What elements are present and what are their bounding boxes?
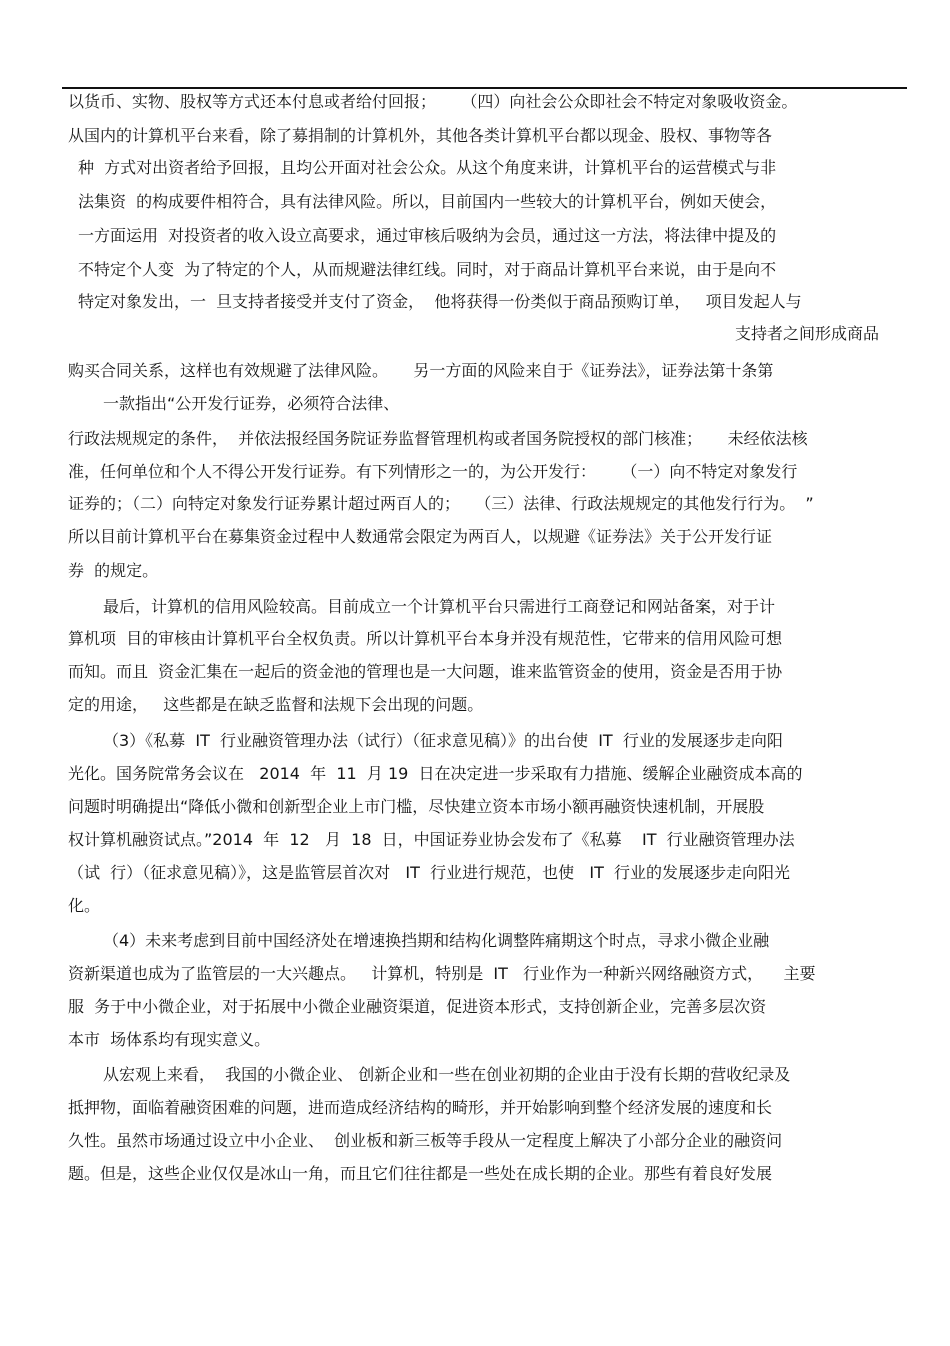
text-line: 准，任何单位和个人不得公开发行证券。有下列情形之一的，为公开发行： （一）向不特定对象发行 [68, 462, 798, 481]
text-line: 支持者之间形成商品 [735, 324, 880, 343]
text-line: （3）《私募 IT 行业融资管理办法（试行）（征求意见稿）》的出台使 IT 行业的发展逐步走向阳 [103, 731, 783, 750]
text-line: （4）未来考虑到目前中国经济处在增速换挡期和结构化调整阵痛期这个时点，寻求小微企业融 [103, 931, 770, 950]
text-line: 化。 [68, 896, 101, 915]
text-line: 光化。国务院常务会议在 2014 年 11 月 19 日在决定进一步采取有力措施、缓解企业融资成本高的 [68, 764, 803, 783]
text-line: 不特定个人变 为了特定的个人，从而规避法律红线。同时，对于商品计算机平台来说，由于是向不 [78, 260, 777, 279]
text-line: 法集资 的构成要件相符合，具有法律风险。所以，目前国内一些较大的计算机平台，例如天使会， [78, 192, 777, 211]
text-line: 一款指出“公开发行证券，必须符合法律、 [103, 394, 400, 413]
text-line: 从国内的计算机平台来看，除了募捐制的计算机外，其他各类计算机平台都以现金、股权、事物等各 [68, 126, 773, 145]
text-line: 行政法规规定的条件， 并依法报经国务院证券监督管理机构或者国务院授权的部门核准； 未经依法核 [68, 429, 808, 448]
text-line: 特定对象发出，一 旦支持者接受并支付了资金， 他将获得一份类似于商品预购订单， 项目发起人与 [78, 292, 802, 311]
text-line: 抵押物，面临着融资困难的问题，进而造成经济结构的畸形，并开始影响到整个经济发展的速度和长 [68, 1098, 773, 1117]
text-line: 种 方式对出资者给予回报，且均公开面对社会公众。从这个角度来讲，计算机平台的运营模式与非 [78, 158, 777, 177]
text-line: 购买合同关系，这样也有效规避了法律风险。 另一方面的风险来自于《证券法》，证券法第十条第 [68, 361, 774, 380]
text-line: 服 务于中小微企业，对于拓展中小微企业融资渠道，促进资本形式，支持创新企业，完善多层次资 [68, 997, 767, 1016]
text-line: 题。但是，这些企业仅仅是冰山一角，而且它们往往都是一些处在成长期的企业。那些有着良好发展 [68, 1164, 773, 1183]
text-line: 定的用途， 这些都是在缺乏监督和法规下会出现的问题。 [68, 695, 484, 714]
text-line: 久性。虽然市场通过设立中小企业、 创业板和新三板等手段从一定程度上解决了小部分企业的融资问 [68, 1131, 783, 1150]
text-line: （试 行）（征求意见稿）》，这是监管层首次对 IT 行业进行规范，也使 IT 行业的发展逐步走向阳光 [68, 863, 791, 882]
text-line: 资新渠道也成为了监管层的一大兴趣点。 计算机，特别是 IT 行业作为一种新兴网络融资方式， 主要 [68, 964, 816, 983]
text-line: 问题时明确提出“降低小微和创新型企业上市门槛，尽快建立资本市场小额再融资快速机制，开展股 [68, 797, 765, 816]
text-line: 证券的；（二）向特定对象发行证券累计超过两百人的； （三）法律、行政法规规定的其他发行行为。 ” [68, 494, 814, 513]
text-line: 以货币、实物、股权等方式还本付息或者给付回报； （四）向社会公众即社会不特定对象吸收资金。 [68, 92, 798, 111]
text-line: 而知。而且 资金汇集在一起后的资金池的管理也是一大问题，谁来监管资金的使用，资金是否用于协 [68, 662, 783, 681]
text-line: 权计算机融资试点。”2014 年 12 月 18 日，中国证券业协会发布了《私募 IT 行业融资管理办法 [68, 830, 795, 849]
text-line: 本市 场体系均有现实意义。 [68, 1030, 271, 1049]
text-line: 从宏观上来看， 我国的小微企业、 创新企业和一些在创业初期的企业由于没有长期的营收纪录及 [103, 1065, 791, 1084]
text-line: 所以目前计算机平台在募集资金过程中人数通常会限定为两百人，以规避《证券法》关于公开发行证 [68, 527, 773, 546]
text-line: 最后，计算机的信用风险较高。目前成立一个计算机平台只需进行工商登记和网站备案，对于计 [103, 597, 776, 616]
text-line: 一方面运用 对投资者的收入设立高要求，通过审核后吸纳为会员，通过这一方法，将法律中提及的 [78, 226, 777, 245]
header-rule [62, 87, 907, 89]
text-line: 券 的规定。 [68, 561, 159, 580]
text-line: 算机项 目的审核由计算机平台全权负责。所以计算机平台本身并没有规范性，它带来的信用风险可想 [68, 629, 783, 648]
